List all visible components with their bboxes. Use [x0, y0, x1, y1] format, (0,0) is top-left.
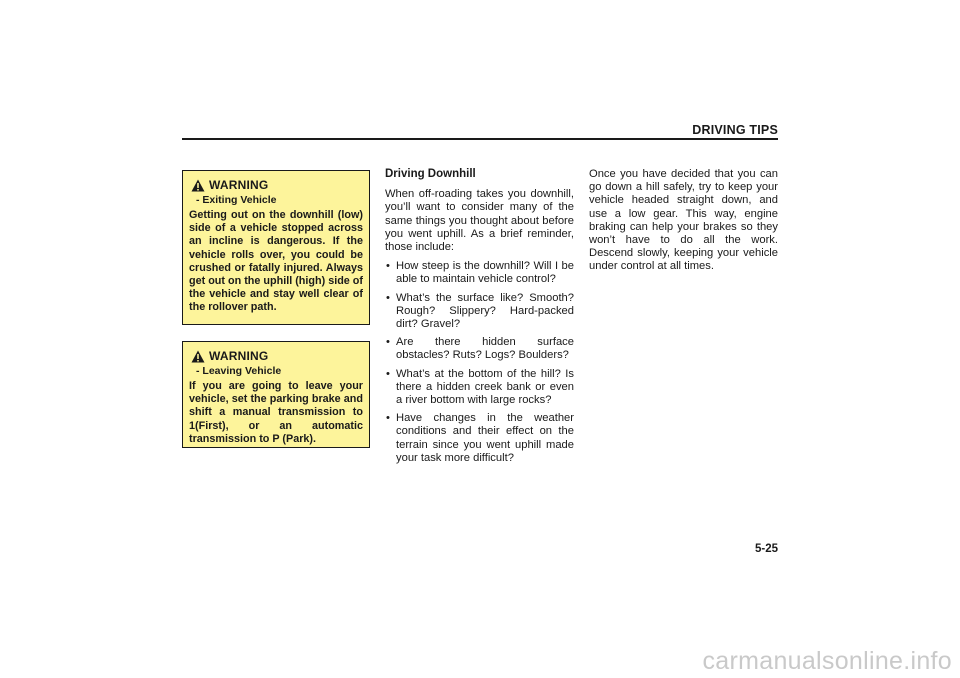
- warning-triangle-icon: [191, 350, 205, 363]
- right-column: [589, 168, 778, 280]
- header-rule: [182, 138, 778, 140]
- page-number: 5-25: [754, 543, 778, 555]
- intro-paragraph: When off-roading takes you downhill, you’ll want to consider many of the same things you thought about before you went uphill. As a brief reminder, those include:: [385, 188, 574, 254]
- warning-body: Getting out on the downhill (low) side of a vehicle stopped across an incline is dangerous. If the vehicle rolls over, you could be crushed or fatally injured. Always get out on the uphill (high) side of the vehicle and stay well clear of the rollover path.: [189, 209, 363, 314]
- descent-paragraph: Once you have decided that you can go down a hill safely, try to keep your vehicle headed straight down, and use a low gear. This way, engine braking can help your brakes so they won’t have to do all the work. Descend slowly, keeping your vehicle under control at all times.: [589, 168, 778, 273]
- bullet-glyph: •: [386, 412, 390, 425]
- list-item: • Are there hidden surface obstacles? Ruts? Logs? Boulders?: [386, 336, 574, 362]
- list-item: • What’s the surface like? Smooth? Rough? Slippery? Hard-packed dirt? Gravel?: [386, 291, 574, 331]
- bullet-glyph: •: [386, 291, 390, 304]
- warning-body: If you are going to leave your vehicle, set the parking brake and shift a manual transmission to 1(First), or an automatic transmission to P (Park).: [189, 380, 363, 445]
- middle-column: [385, 168, 574, 470]
- bullet-glyph: •: [386, 260, 390, 273]
- section-title: DRIVING TIPS: [692, 123, 778, 137]
- list-item: • How steep is the downhill? Will I be able to maintain vehicle control?: [386, 260, 574, 286]
- warning-title: WARNING: [209, 178, 269, 192]
- warning-subtitle: - Exiting Vehicle: [196, 194, 277, 206]
- warning-box-exiting-vehicle: [182, 170, 370, 325]
- bullet-glyph: •: [386, 367, 390, 380]
- warning-title: WARNING: [209, 349, 269, 363]
- watermark: carmanualsonline.info: [702, 647, 952, 675]
- warning-subtitle: - Leaving Vehicle: [196, 365, 282, 377]
- driving-downhill-heading: Driving Downhill: [385, 168, 476, 180]
- bullet-glyph: •: [386, 336, 390, 349]
- warning-triangle-icon: [191, 179, 205, 192]
- warning-box-leaving-vehicle: [182, 341, 370, 448]
- list-item: • Have changes in the weather conditions and their effect on the terrain since you went uphill made your task more difficult?: [386, 412, 574, 464]
- list-item: • What’s at the bottom of the hill? Is there a hidden creek bank or even a river bottom with large rocks?: [386, 367, 574, 407]
- consideration-list: [385, 260, 574, 465]
